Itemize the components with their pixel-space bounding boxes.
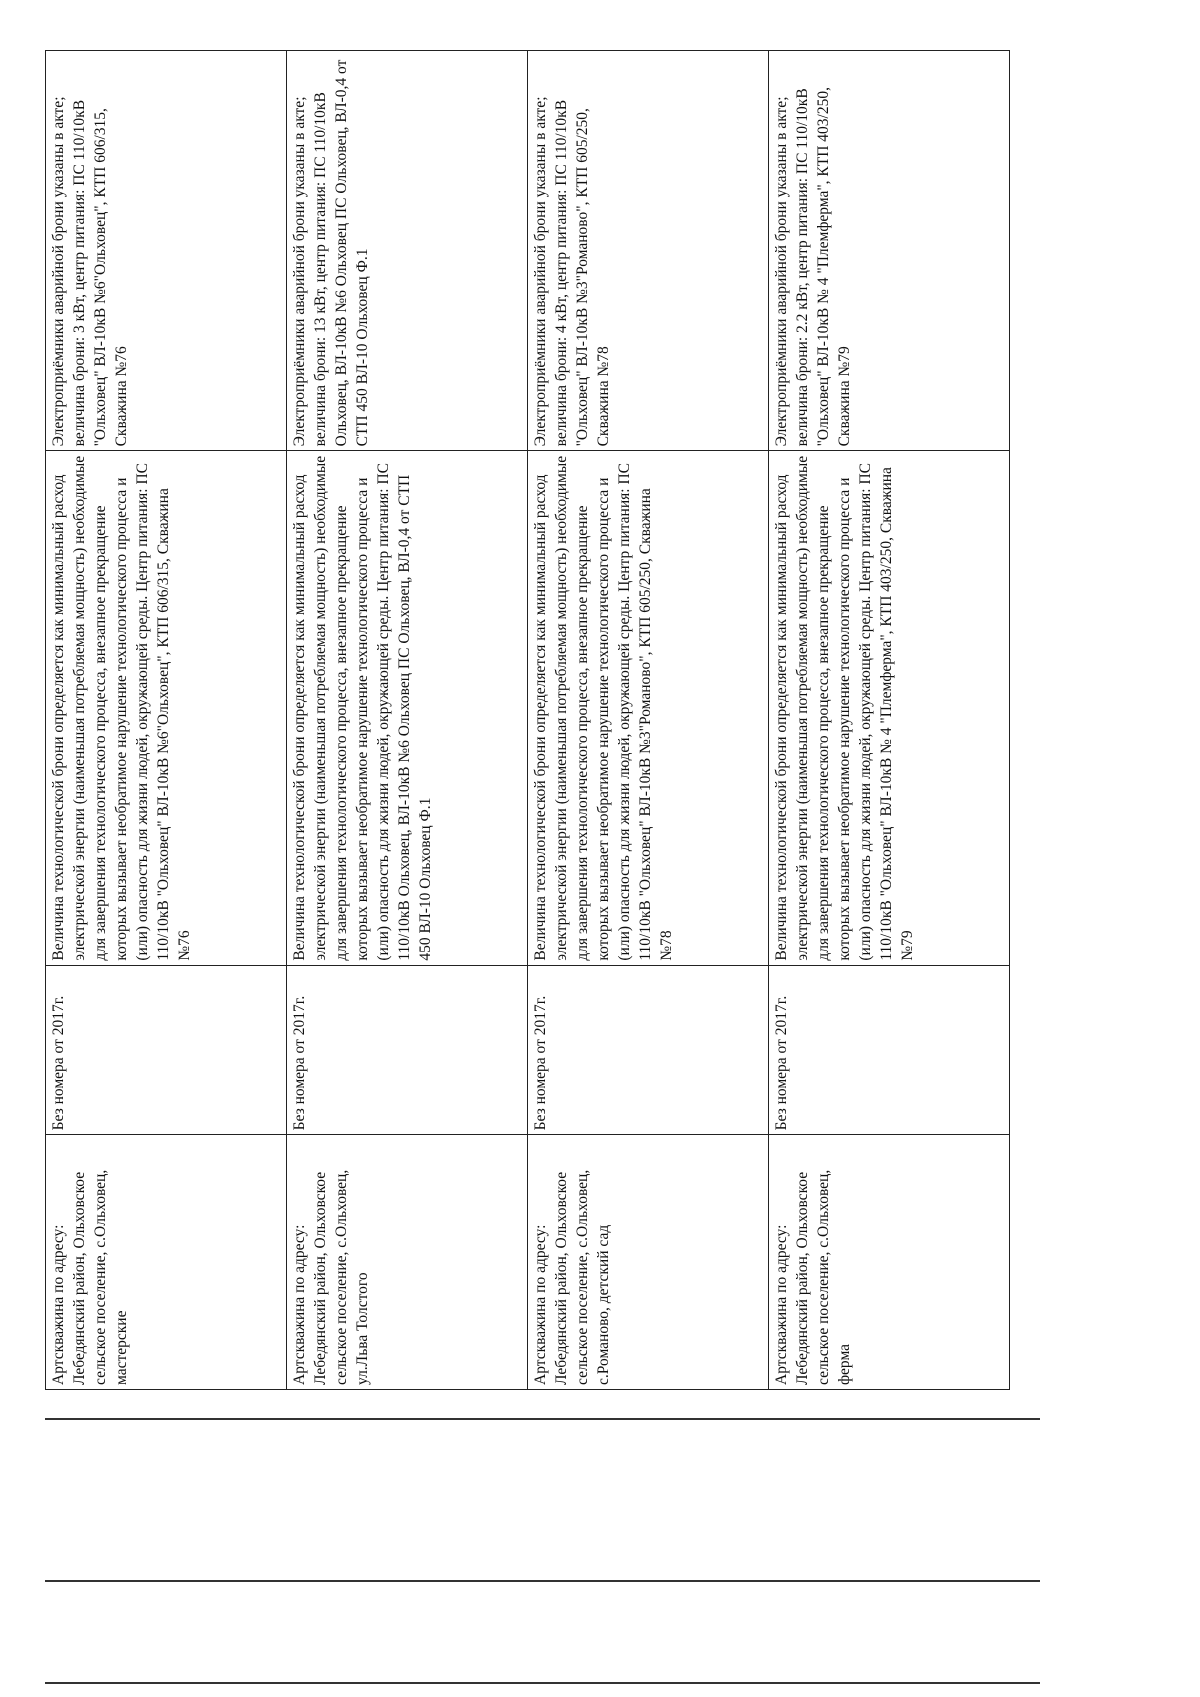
document-cell: Без номера от 2017г. xyxy=(287,965,527,1135)
divider-line xyxy=(45,1418,1040,1420)
divider-line xyxy=(45,1580,1040,1582)
table-row xyxy=(527,50,768,1390)
document-cell: Без номера от 2017г. xyxy=(46,965,286,1135)
tech-reserve-cell: Величина технологической брони определяется как минимальный расход электрической энергии (наименьшая потребляемая мощность) необходимые для завершения технологического процесса, внезапное прекращение которых вызывает необратимое нарушение технологического процесса и (или) опасность для жизни людей, окружающей среды. Центр питания: ПС 110/10кВ "Ольховец" ВЛ-10кВ № 4 "Племферма", КТП 403/250, Скважина №79 xyxy=(769,450,1009,964)
emergency-reserve-cell: Электроприёмники аварийной брони указаны в акте; величина брони: 13 кВт, центр питания: ПС 110/10кВ Ольховец, ВЛ-10кВ №6 Ольховец ПС Ольховец, ВЛ-0,4 от СТП 450 ВЛ-10 Ольховец Ф.1 xyxy=(291,59,371,447)
tech-reserve-cell: Величина технологической брони определяется как минимальный расход электрической энергии (наименьшая потребляемая мощность) необходимые для завершения технологического процесса, внезапное прекращение которых вызывает необратимое нарушение технологического процесса и (или) опасность для жизни людей, окружающей среды. Центр питания: ПС 110/10кВ "Ольховец" ВЛ-10кВ №3"Романово", КТП 605/250, Скважина №78 xyxy=(528,450,768,964)
address-cell: Артскважина по адресу: Лебедянский район, Ольховское сельское поселение, с.Ольховец, ферма xyxy=(769,1134,1009,1389)
emergency-reserve-cell: Электроприёмники аварийной брони указаны в акте; величина брони: 2.2 кВт, центр питания: ПС 110/10кВ "Ольховец" ВЛ-10кВ № 4 "Племферма", КТП 403/250, Скважина №79 xyxy=(773,87,853,447)
table-row xyxy=(286,50,527,1390)
divider-line xyxy=(45,1682,1040,1684)
table-row xyxy=(45,50,286,1390)
tech-reserve-cell: Величина технологической брони определяется как минимальный расход электрической энергии (наименьшая потребляемая мощность) необходимые для завершения технологического процесса, внезапное прекращение которых вызывает необратимое нарушение технологического процесса и (или) опасность для жизни людей, окружающей среды. Центр питания: ПС 110/10кВ Ольховец, ВЛ-10кВ №6 Ольховец ПС Ольховец, ВЛ-0,4 от СТП 450 ВЛ-10 Ольховец Ф.1 xyxy=(287,450,527,964)
emergency-reserve-cell: Электроприёмники аварийной брони указаны в акте; величина брони: 4 кВт, центр питания: ПС 110/10кВ "Ольховец" ВЛ-10кВ №3"Романово", КТП 605/250, Скважина №78 xyxy=(532,96,612,447)
rotated-table xyxy=(45,50,1010,1390)
address-cell: Артскважина по адресу: Лебедянский район, Ольховское сельское поселение, с.Ольховец, мастерские xyxy=(46,1134,286,1389)
tech-reserve-cell: Величина технологической брони определяется как минимальный расход электрической энергии (наименьшая потребляемая мощность) необходимые для завершения технологического процесса, внезапное прекращение которых вызывает необратимое нарушение технологического процесса и (или) опасность для жизни людей, окружающей среды. Центр питания: ПС 110/10кВ "Ольховец" ВЛ-10кВ №6"Ольховец", КТП 606/315, Скважина №76 xyxy=(46,450,286,964)
table-row xyxy=(768,50,1010,1390)
document-cell: Без номера от 2017г. xyxy=(769,965,1009,1135)
document-cell: Без номера от 2017г. xyxy=(528,965,768,1135)
address-cell: Артскважина по адресу: Лебедянский район, Ольховское сельское поселение, с.Ольховец, ул.Льва Толстого xyxy=(287,1134,527,1389)
address-cell: Артскважина по адресу: Лебедянский район, Ольховское сельское поселение, с.Ольховец, с.Романово, детский сад xyxy=(528,1134,768,1389)
emergency-reserve-cell: Электроприёмники аварийной брони указаны в акте; величина брони: 3 кВт, центр питания: ПС 110/10кВ "Ольховец" ВЛ-10кВ №6"Ольховец", КТП 606/315, Скважина №76 xyxy=(50,96,130,447)
